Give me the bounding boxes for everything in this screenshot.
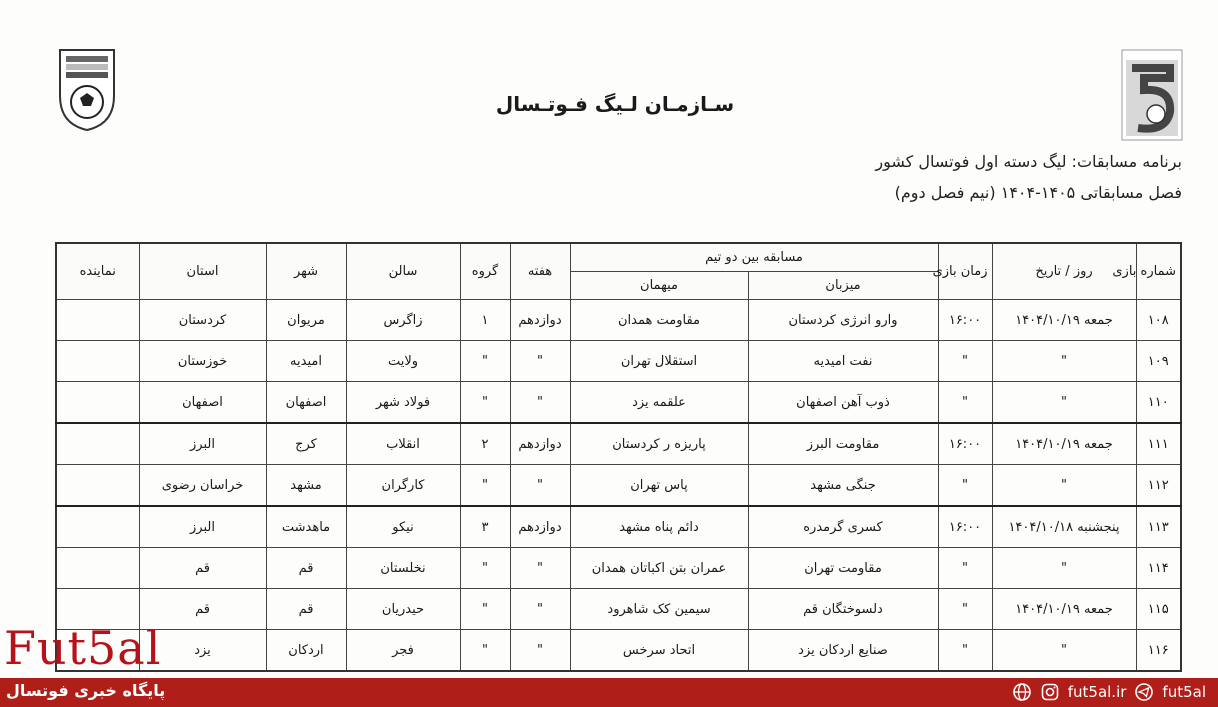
cell-province: قم xyxy=(139,548,266,589)
cell-rep xyxy=(56,506,139,548)
cell-game-no: ۱۱۳ xyxy=(1136,506,1181,548)
cell-date: " xyxy=(992,341,1136,382)
cell-city: مریوان xyxy=(266,300,346,341)
cell-week: " xyxy=(510,465,570,507)
cell-hall: فجر xyxy=(346,630,460,672)
schedule-table xyxy=(55,242,1182,672)
cell-rep xyxy=(56,300,139,341)
cell-game-no: ۱۱۶ xyxy=(1136,630,1181,672)
cell-host: مقاومت البرز xyxy=(748,423,938,465)
cell-time: ۱۶:۰۰ xyxy=(938,300,992,341)
cell-hall: نخلستان xyxy=(346,548,460,589)
cell-province: اصفهان xyxy=(139,382,266,424)
header-date: روز / تاریخ xyxy=(992,243,1136,300)
cell-city: اردکان xyxy=(266,630,346,672)
cell-time: " xyxy=(938,382,992,424)
cell-hall: فولاد شهر xyxy=(346,382,460,424)
table-row xyxy=(56,300,1181,341)
cell-week: " xyxy=(510,382,570,424)
cell-rep xyxy=(56,423,139,465)
cell-week: " xyxy=(510,548,570,589)
cell-game-no: ۱۱۴ xyxy=(1136,548,1181,589)
cell-date: " xyxy=(992,465,1136,507)
cell-group: " xyxy=(460,341,510,382)
instagram-icon[interactable] xyxy=(1040,682,1060,702)
cell-week: دوازدهم xyxy=(510,423,570,465)
cell-hall: حیدریان xyxy=(346,589,460,630)
federation-logo xyxy=(56,46,118,132)
cell-city: مشهد xyxy=(266,465,346,507)
cell-guest: دائم پناه مشهد xyxy=(570,506,748,548)
cell-host: کسری گرمدره xyxy=(748,506,938,548)
header-province: استان xyxy=(139,243,266,300)
cell-host: نفت امیدیه xyxy=(748,341,938,382)
table-row xyxy=(56,630,1181,672)
cell-time: ۱۶:۰۰ xyxy=(938,506,992,548)
cell-game-no: ۱۰۹ xyxy=(1136,341,1181,382)
header-group: گروه xyxy=(460,243,510,300)
competition-title: برنامه مسابقات: لیگ دسته اول فوتسال کشور xyxy=(875,152,1182,171)
table-row xyxy=(56,548,1181,589)
cell-guest: پاریزه ر کردستان xyxy=(570,423,748,465)
cell-week: " xyxy=(510,341,570,382)
cell-date: جمعه ۱۴۰۴/۱۰/۱۹ xyxy=(992,589,1136,630)
cell-time: ۱۶:۰۰ xyxy=(938,423,992,465)
header-game-no: شماره بازی xyxy=(1136,243,1181,300)
cell-host: وارو انرژی کردستان xyxy=(748,300,938,341)
cell-hall: ولایت xyxy=(346,341,460,382)
cell-week: " xyxy=(510,589,570,630)
cell-host: صنایع اردکان یزد xyxy=(748,630,938,672)
futsal-league-logo xyxy=(1120,48,1184,142)
cell-host: جنگی مشهد xyxy=(748,465,938,507)
header-guest: میهمان xyxy=(570,272,748,300)
cell-province: کردستان xyxy=(139,300,266,341)
cell-game-no: ۱۱۵ xyxy=(1136,589,1181,630)
cell-time: " xyxy=(938,589,992,630)
cell-group: " xyxy=(460,382,510,424)
cell-date: " xyxy=(992,630,1136,672)
cell-province: خراسان رضوی xyxy=(139,465,266,507)
footer-links xyxy=(1012,682,1206,702)
cell-city: قم xyxy=(266,589,346,630)
cell-group: " xyxy=(460,630,510,672)
telegram-icon[interactable] xyxy=(1134,682,1154,702)
cell-time: " xyxy=(938,341,992,382)
cell-group: " xyxy=(460,465,510,507)
cell-time: " xyxy=(938,465,992,507)
cell-game-no: ۱۰۸ xyxy=(1136,300,1181,341)
cell-hall: نیکو xyxy=(346,506,460,548)
cell-time: " xyxy=(938,548,992,589)
cell-city: امیدیه xyxy=(266,341,346,382)
header-match: مسابقه بین دو تیم xyxy=(570,243,938,272)
cell-city: اصفهان xyxy=(266,382,346,424)
footer-bar xyxy=(0,678,1218,707)
cell-city: ماهدشت xyxy=(266,506,346,548)
table-row xyxy=(56,423,1181,465)
cell-hall: کارگران xyxy=(346,465,460,507)
cell-guest: عمران بتن اکباتان همدان xyxy=(570,548,748,589)
cell-date: جمعه ۱۴۰۴/۱۰/۱۹ xyxy=(992,423,1136,465)
cell-time: " xyxy=(938,630,992,672)
cell-guest: سیمین کک شاهرود xyxy=(570,589,748,630)
website-link[interactable]: fut5al.ir xyxy=(1067,683,1127,701)
cell-date: پنجشنبه ۱۴۰۴/۱۰/۱۸ xyxy=(992,506,1136,548)
table-row xyxy=(56,506,1181,548)
cell-guest: اتحاد سرخس xyxy=(570,630,748,672)
table-row xyxy=(56,589,1181,630)
cell-group: ۱ xyxy=(460,300,510,341)
cell-province: قم xyxy=(139,589,266,630)
footer-tagline: پایگاه خبری فوتسال xyxy=(6,681,166,700)
cell-rep xyxy=(56,465,139,507)
cell-game-no: ۱۱۱ xyxy=(1136,423,1181,465)
cell-province: البرز xyxy=(139,506,266,548)
header-week: هفته xyxy=(510,243,570,300)
cell-week: دوازدهم xyxy=(510,300,570,341)
cell-guest: استقلال تهران xyxy=(570,341,748,382)
cell-province: یزد xyxy=(139,630,266,672)
cell-rep xyxy=(56,341,139,382)
cell-guest: علقمه یزد xyxy=(570,382,748,424)
brand-logo-text: Fut5al xyxy=(4,621,162,675)
cell-host: دلسوختگان قم xyxy=(748,589,938,630)
header-host: میزبان xyxy=(748,272,938,300)
table-row xyxy=(56,465,1181,507)
cell-province: البرز xyxy=(139,423,266,465)
cell-game-no: ۱۱۲ xyxy=(1136,465,1181,507)
cell-group: ۲ xyxy=(460,423,510,465)
cell-date: جمعه ۱۴۰۴/۱۰/۱۹ xyxy=(992,300,1136,341)
org-title: سـازمـان لـیگ فـوتـسال xyxy=(495,92,735,116)
cell-guest: پاس تهران xyxy=(570,465,748,507)
cell-hall: زاگرس xyxy=(346,300,460,341)
globe-icon[interactable] xyxy=(1012,682,1032,702)
header-time: زمان بازی xyxy=(938,243,992,300)
telegram-handle[interactable]: fut5al xyxy=(1162,683,1206,701)
table-row xyxy=(56,382,1181,424)
cell-hall: انقلاب xyxy=(346,423,460,465)
cell-group: " xyxy=(460,548,510,589)
cell-week: دوازدهم xyxy=(510,506,570,548)
cell-province: خوزستان xyxy=(139,341,266,382)
cell-date: " xyxy=(992,548,1136,589)
header-city: شهر xyxy=(266,243,346,300)
cell-host: ذوب آهن اصفهان xyxy=(748,382,938,424)
cell-rep xyxy=(56,382,139,424)
cell-rep xyxy=(56,548,139,589)
cell-week: " xyxy=(510,630,570,672)
cell-game-no: ۱۱۰ xyxy=(1136,382,1181,424)
cell-city: قم xyxy=(266,548,346,589)
table-row xyxy=(56,341,1181,382)
cell-group: " xyxy=(460,589,510,630)
season-title: فصل مسابقاتی ۱۴۰۵-۱۴۰۴ (نیم فصل دوم) xyxy=(894,183,1182,202)
cell-guest: مقاومت همدان xyxy=(570,300,748,341)
cell-city: کرج xyxy=(266,423,346,465)
cell-group: ۳ xyxy=(460,506,510,548)
header-hall: سالن xyxy=(346,243,460,300)
cell-host: مقاومت تهران xyxy=(748,548,938,589)
cell-date: " xyxy=(992,382,1136,424)
header-rep: نماینده xyxy=(56,243,139,300)
